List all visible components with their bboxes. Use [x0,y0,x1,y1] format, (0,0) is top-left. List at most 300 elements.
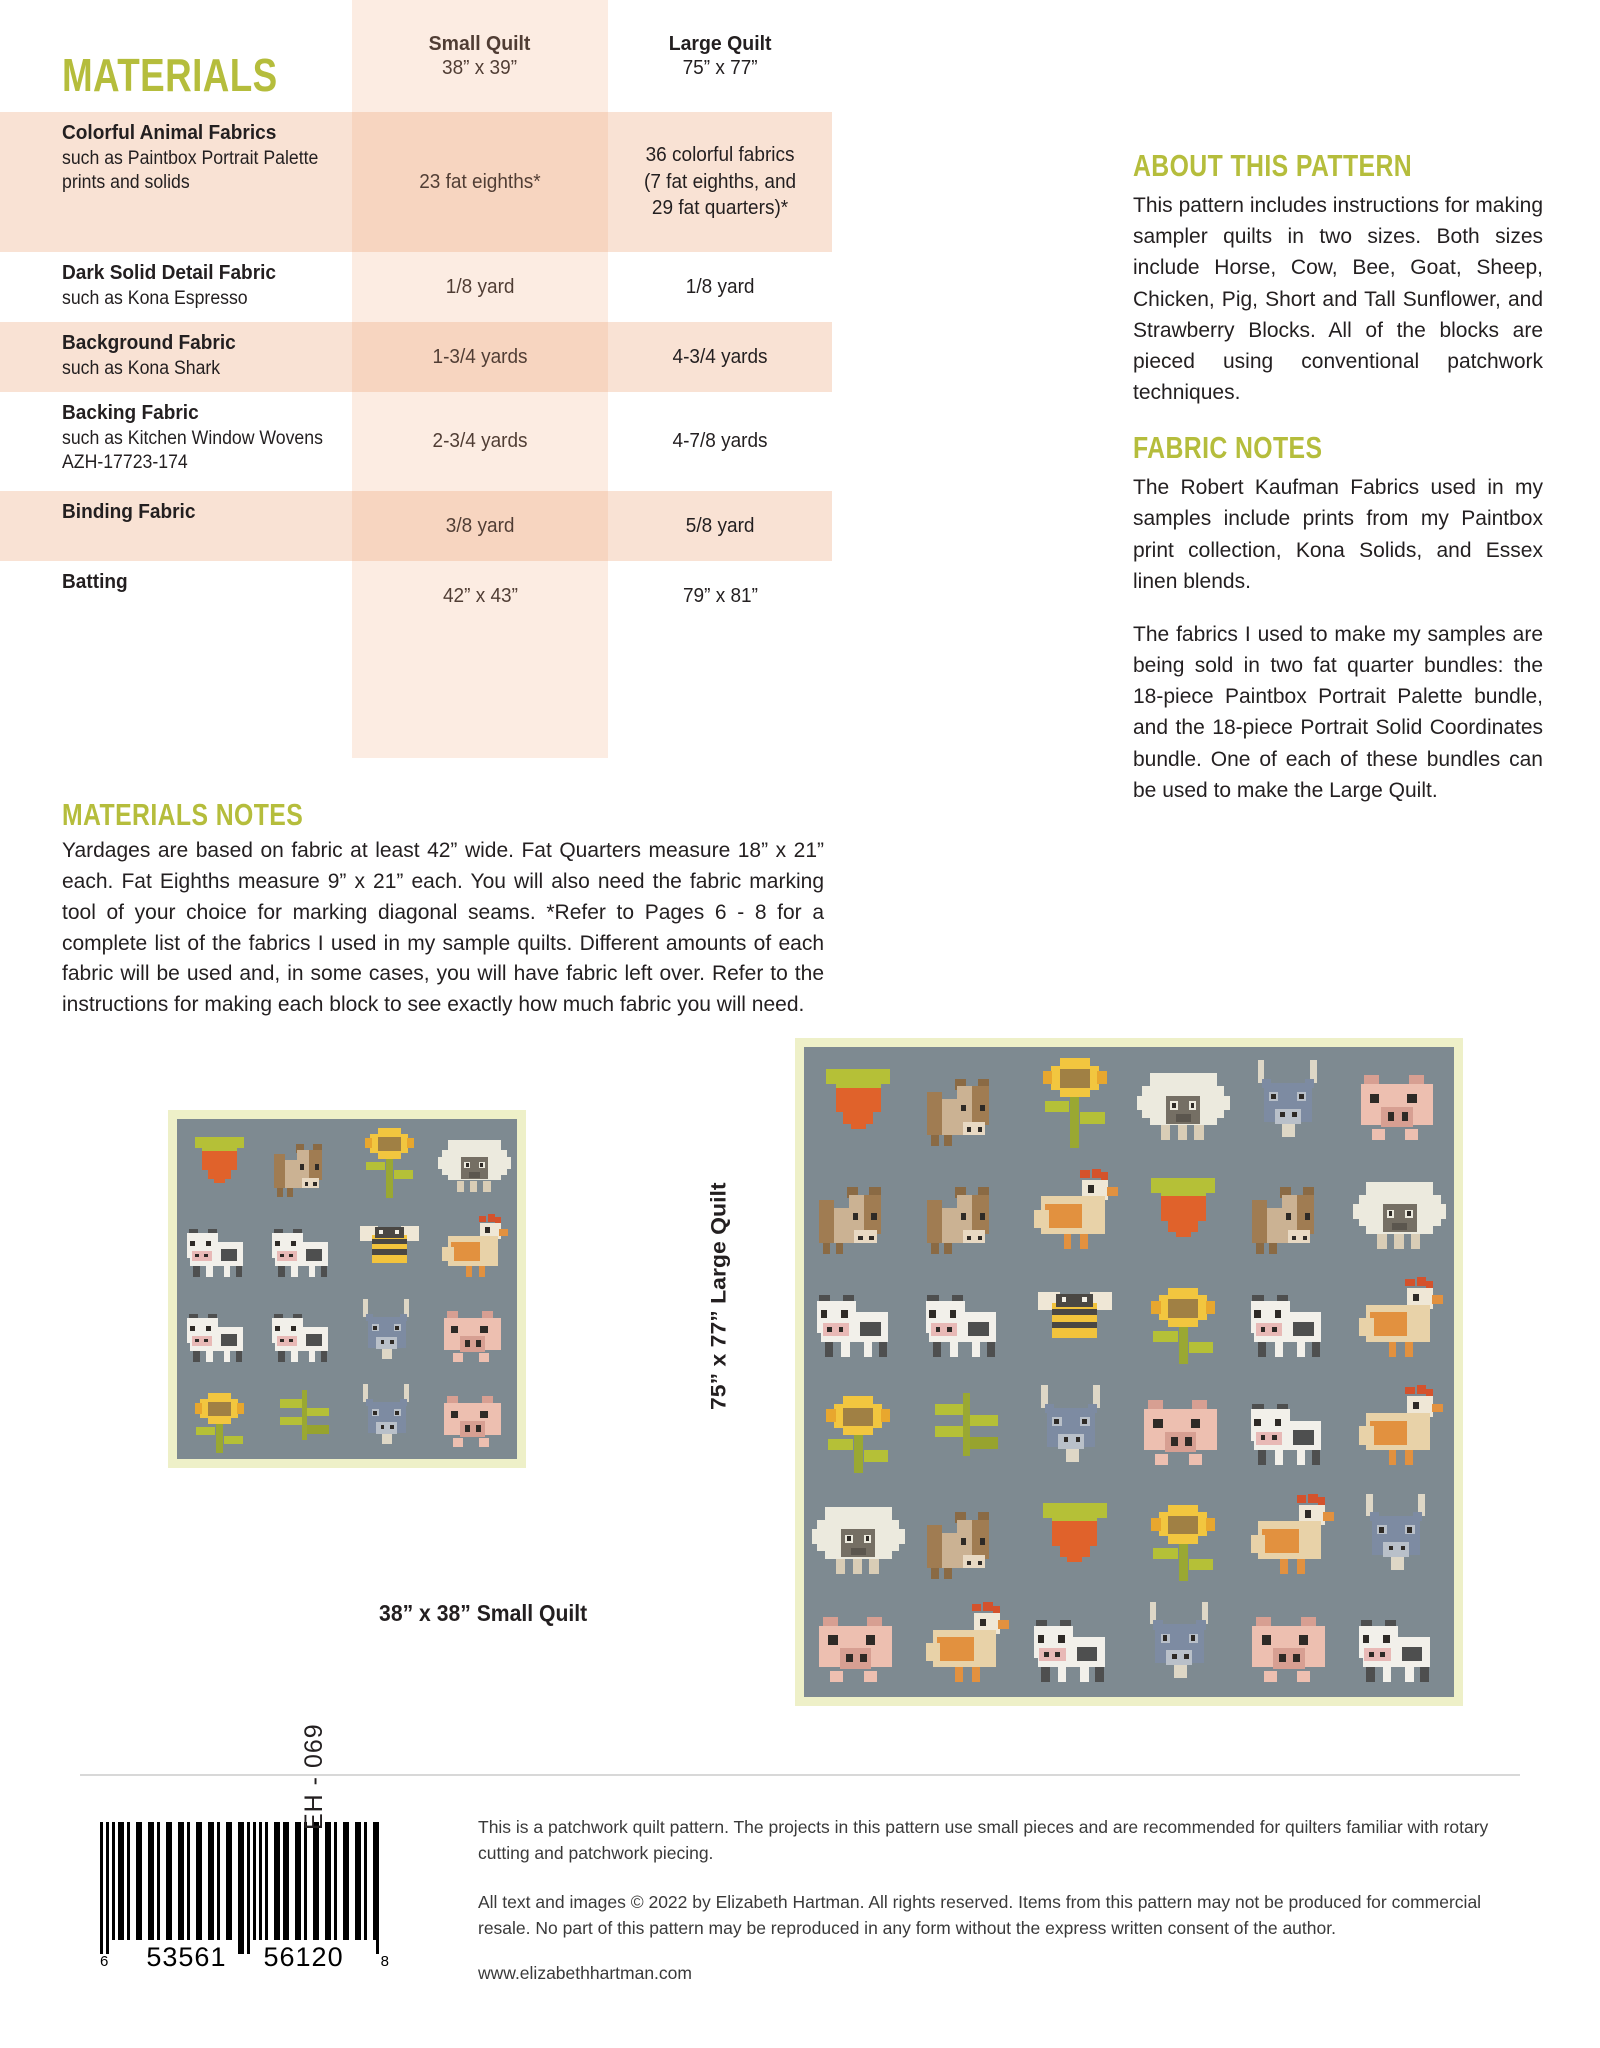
material-name-cell [0,561,352,631]
quilt-patch [466,1266,472,1278]
quilt-patch [828,1439,852,1450]
quilt-patch [1174,1665,1187,1678]
table-row [0,322,832,392]
quilt-patch [1179,1327,1188,1364]
page-title: MATERIALS [62,49,278,101]
quilt-patch [221,1334,237,1346]
quilt-patch [1262,1529,1299,1553]
quilt-patch [1254,1310,1261,1317]
quilt-patch [1432,1295,1443,1303]
quilt-patch [1155,1454,1168,1465]
quilt-patch [860,1654,867,1662]
quilt-patch [1101,1172,1108,1179]
quilt-patch [485,1227,490,1233]
quilt-patch [1058,1667,1066,1682]
right-sidebar [1133,148,1543,828]
quilt-patch [394,1170,413,1179]
quilt-patch [1178,1125,1187,1140]
quilt-patch [1392,1223,1407,1230]
quilt-patch [480,1163,483,1167]
quilt-patch [935,1404,963,1415]
quilt-patch [1297,1342,1305,1357]
quilt-patch [1370,1094,1379,1103]
quilt-patch [365,1138,372,1148]
quilt-patch [390,1340,394,1344]
quilt-patch [1076,1437,1081,1442]
quilt-patch [1297,1559,1304,1574]
table-row [0,112,832,252]
small-quilt-image [168,1110,526,1468]
quilt-patch [1282,1124,1295,1137]
quilt-patch [1052,1309,1097,1316]
quilt-patch [950,1310,957,1317]
material-title: Binding Fabric [62,500,196,523]
large-quilt-image [795,1038,1463,1706]
pattern-sku: EH - 069 [300,1723,328,1830]
quilt-patch [321,1351,328,1363]
quilt-patch [1168,1288,1198,1295]
quilt-patch [836,1088,881,1112]
quilt-patch [1151,1301,1160,1314]
quilt-patch [968,1322,988,1337]
quilt-patch [479,1438,489,1447]
quilt-patch [1389,1450,1396,1465]
fabric-notes-paragraph-1: The Robert Kaufman Fabrics used in my samples include prints from my Paintbox print collection, Kona Solids, and Essex linen blends. [1133,476,1543,593]
quilt-patch [944,1135,951,1146]
quilt-patch [841,1310,848,1317]
table-row [0,491,832,561]
quilt-patch [1275,1310,1282,1317]
quilt-patch [1168,1505,1198,1512]
small-quilt-label: Small Quilt [429,32,531,56]
quilt-patch [1433,1204,1446,1219]
quilt-patch [291,1241,296,1247]
materials-table-body [0,112,832,631]
quilt-patch [1097,1071,1106,1084]
quilt-patch [978,1127,983,1132]
quilt-patch [1323,1512,1334,1520]
quilt-patch [961,1538,967,1545]
material-title: Batting [62,570,128,593]
quilt-patch [1380,1652,1385,1657]
small-quilt-value-cell [352,392,608,491]
quilt-patch [1432,1404,1443,1412]
quilt-patch [280,1254,284,1258]
large-quilt-value-cell [608,322,832,392]
quilt-patch [1194,1125,1203,1140]
quilt-patch [1080,1170,1089,1177]
footer-text [478,1814,1528,1984]
quilt-patch [442,1247,454,1262]
quilt-patch [1407,1094,1416,1103]
quilt-patch [381,1425,385,1429]
quilt-patch [970,1437,998,1448]
quilt-patch [206,1351,213,1363]
small-quilt-value-cell [352,252,608,322]
quilt-patch [1045,1101,1069,1112]
quilt-patch [869,1236,874,1241]
quilt-patch [1153,1331,1177,1342]
quilt-patch [1426,1281,1433,1288]
quilt-patch [1261,1327,1266,1332]
quilt-patch [1034,1210,1049,1229]
quilt-patch [967,1236,972,1241]
quilt-patch [1401,1546,1406,1551]
quilt-patch [1107,1187,1118,1195]
quilt-patch [1312,1450,1320,1465]
quilt-patch [1405,1342,1412,1357]
quilt-patch [998,1620,1009,1628]
quilt-patch [1168,1516,1198,1535]
quilt-patch [1413,1294,1420,1301]
quilt-patch [1292,1112,1297,1117]
quilt-patch [373,1411,377,1415]
large-quilt-value-cell [608,561,832,631]
quilt-patch [972,1342,980,1357]
table-row [0,252,832,322]
quilt-patch [993,1606,1000,1613]
quilt-patch [275,1326,280,1332]
quilt-patch [1293,1322,1313,1337]
quilt-patch [955,1667,962,1682]
quilt-patch [812,1529,825,1544]
quilt-patch [836,1559,845,1574]
quilt-patch [1383,1635,1390,1642]
quilt-patch [841,1342,849,1357]
quilt-patch [1280,1559,1287,1574]
quilt-patch [1359,1426,1374,1445]
quilt-patch [1389,1342,1396,1357]
fabric-notes-paragraph-2: The fabrics I used to make my samples are being sold in two fat quarter bundles: the 18-piece Paintbox Portrait Palette bundle, and the 18-piece Portrait Solid Coordinates bundle. One of each of these bundles can be used to make the Large Quilt. [1133,622,1543,802]
quilt-patch [309,1266,316,1278]
quilt-patch [972,1667,979,1682]
quilt-patch [864,1450,888,1461]
table-header-row [0,0,832,112]
material-name-cell [0,252,352,322]
quilt-patch [275,1241,280,1247]
quilt-patch [221,1249,237,1261]
quilt-patch [236,1266,243,1278]
quilt-patch [469,1172,481,1178]
quilt-patch [1191,1419,1200,1428]
quilt-patch [224,1351,231,1363]
large-quilt-caption: 75” x 77” Large Quilt [706,1182,730,1410]
large-quilt-value: 36 colorful fabrics (7 fat eighths, and 29 fat quarters)* [643,143,797,220]
quilt-patch [1189,1342,1213,1353]
barcode-group-1: 53561 [146,1942,227,1972]
quilt-patch [1379,1527,1384,1533]
quilt-patch [306,1249,322,1261]
quilt-patch [1082,1297,1087,1302]
quilt-patch [1088,1185,1095,1192]
small-quilt-value-cell [352,561,608,631]
quilt-patch [1206,1518,1215,1531]
quilt-patch [1153,1419,1162,1428]
material-name-cell [0,392,352,491]
small-quilt-value-cell [352,112,608,252]
quilt-patch [933,1342,941,1357]
quilt-patch [1272,1327,1277,1332]
large-quilt-value: 1/8 yard [685,275,755,298]
quilt-patch [931,1135,938,1146]
materials-title-cell [0,0,352,112]
quilt-patch [1067,1555,1082,1562]
quilt-patch [1363,1635,1370,1642]
quilt-patch [1062,1297,1067,1302]
quilt-patch [381,1340,385,1344]
quilt-patch [854,1435,863,1472]
quilt-patch [214,1178,226,1184]
quilt-patch [1172,1654,1177,1659]
quilt-patch [823,1243,830,1254]
quilt-patch [237,1403,244,1413]
quilt-patch [1359,1318,1374,1337]
large-quilt-label: Large Quilt [668,32,772,56]
quilt-patch [196,1427,215,1436]
quilt-patch [1080,1667,1088,1682]
quilt-patch [1272,1435,1277,1440]
quilt-patch [1383,1667,1391,1682]
quilt-patch [1080,1112,1104,1123]
quilt-patch [216,1424,223,1453]
quilt-patch [967,1127,972,1132]
quilt-patch [1168,1320,1198,1327]
quilt-patch [278,1351,285,1363]
quilt-patch [453,1353,463,1362]
quilt-patch [291,1351,298,1363]
quilt-patch [978,1236,983,1241]
quilt-patch [1055,1652,1060,1657]
quilt-patch [869,1559,878,1574]
about-this-pattern-heading: ABOUT THIS PATTERN [1133,148,1413,183]
quilt-patch [843,1428,873,1435]
material-name-cell [0,322,352,392]
quilt-patch [386,1159,393,1198]
quilt-patch [931,1568,938,1579]
quilt-patch [1292,1236,1297,1241]
quilt-patch [980,1105,986,1112]
quilt-patch [224,1436,243,1445]
fabric-notes-heading: FABRIC NOTES [1133,430,1323,466]
quilt-patch [1407,1211,1411,1216]
quilt-patch [853,1213,859,1220]
material-subtitle: such as Kona Espresso [62,287,248,309]
quilt-patch [1389,1211,1393,1216]
material-name-cell [0,491,352,561]
quilt-patch [881,1409,890,1422]
quilt-patch [836,1243,843,1254]
small-quilt-dimensions: 38” x 39” [442,57,518,80]
quilt-patch [1411,1234,1420,1249]
quilt-patch [843,1408,873,1427]
quilt-patch [366,1162,385,1171]
quilt-patch [1163,1635,1168,1641]
quilt-patch [190,1326,195,1332]
quilt-patch [1168,1299,1198,1318]
quilt-patch [980,1619,987,1626]
quilt-patch [1060,1090,1090,1097]
quilt-patch [1184,1654,1189,1659]
quilt-patch [1402,1112,1409,1120]
quilt-patch [1303,1236,1308,1241]
quilt-patch [407,1138,414,1148]
quilt-patch [1417,1385,1426,1394]
quilt-patch [1153,1548,1177,1559]
large-quilt-value: 4-7/8 yards [672,430,768,453]
quilt-patch [843,1396,873,1403]
quilt-patch [1038,1635,1045,1642]
column-header-small-quilt [352,0,608,112]
quilt-patch [871,1213,877,1220]
quilt-patch [1405,1129,1418,1140]
quilt-patch [1293,1654,1300,1662]
quilt-patch [1054,1419,1059,1425]
quilt-patch [1045,1204,1082,1228]
quilt-patch [851,1122,866,1129]
quilt-patch [193,1266,200,1278]
quilt-patch [1318,1497,1325,1504]
quilt-patch [1312,1342,1320,1357]
quilt-patch [1405,1387,1414,1394]
small-quilt-caption: 38” x 38” Small Quilt [379,1600,588,1626]
quilt-patch [457,1181,464,1193]
quilt-patch [1258,1342,1266,1357]
quilt-patch [453,1438,463,1447]
large-quilt-value: 4-3/4 yards [672,345,768,368]
material-title: Colorful Animal Fabrics [62,121,277,144]
quilt-patch [970,1415,998,1426]
quilt-patch [1420,1667,1428,1682]
large-quilt-value-cell [608,112,832,252]
quilt-patch [451,1242,480,1261]
quilt-patch [1217,1096,1230,1111]
quilt-patch [1066,1449,1079,1462]
material-name-cell [0,112,352,252]
quilt-patch [224,1266,231,1278]
large-quilt-value-cell [608,392,832,491]
quilt-patch [987,1342,995,1357]
quilt-patch [830,1671,843,1682]
quilt-patch [277,1188,283,1197]
quilt-patch [1353,1204,1366,1219]
quilt-patch [379,1230,383,1234]
quilt-patch [860,1322,880,1337]
quilt-patch [1176,1114,1191,1121]
quilt-patch [821,1310,828,1317]
quilt-patch [395,1230,399,1234]
quilt-patch [864,1671,877,1682]
about-this-pattern-body: This pattern includes instructions for making sampler quilts in two sizes. Both sizes include Horse, Cow, Bee, Goat, Sheep, Chicken, Pig, Short and Tall Sunflower, and Strawberry Blocks. All of the blocks are pieced using conventional patchwork techniques. [1133,194,1543,405]
small-quilt-value-cell [352,491,608,561]
quilt-patch [289,1339,293,1343]
quilt-patch [846,1654,853,1662]
quilt-patch [300,1164,304,1169]
quilt-patch [465,1425,470,1432]
quilt-patch [479,1266,485,1278]
quilt-patch [291,1326,296,1332]
quilt-patch [963,1393,970,1456]
quilt-patch [280,1399,302,1408]
quilt-patch [1389,1546,1394,1551]
quilt-patch [1271,1094,1276,1100]
quilt-patch [483,1181,490,1193]
quilt-patch [206,1241,211,1247]
quilt-patch [1405,1279,1414,1286]
quilt-patch [479,1353,489,1362]
quilt-patch [465,1340,470,1347]
quilt-patch [278,1266,285,1278]
material-subtitle: such as Paintbox Portrait Palette prints and solids [62,147,319,193]
quilt-patch [967,1561,972,1566]
quilt-patch [851,1548,866,1555]
quilt-patch [476,1340,481,1347]
quilt-patch [1151,1518,1160,1531]
quilt-patch [1372,1129,1385,1140]
barcode-digits [100,1942,390,1973]
quilt-patch [204,1339,208,1343]
quilt-patch [306,1334,322,1346]
quilt-patch [950,1342,958,1357]
quilt-patch [382,1349,392,1359]
quilt-patch [1070,1097,1079,1147]
quilt-patch [1206,1301,1215,1314]
footer-divider [80,1774,1520,1776]
quilt-patch [980,1538,986,1545]
quilt-patch [944,1243,951,1254]
quilt-patch [1041,1667,1049,1682]
quilt-patch [1394,1234,1403,1249]
quilt-patch [1417,1277,1426,1286]
quilt-patch [202,1151,237,1170]
quilt-patch [1405,1667,1413,1682]
quilt-patch [1299,1094,1304,1100]
quilt-patch [1370,1421,1407,1445]
barcode-left-digit: 6 [100,1953,110,1970]
quilt-patch [879,1342,887,1357]
quilt-patch [839,1327,844,1332]
quilt-patch [931,1243,938,1254]
quilt-patch [195,1339,199,1343]
quilt-patch [195,1403,202,1413]
quilt-patch [395,1326,399,1330]
quilt-patch [1388,1112,1395,1120]
quilt-patch [827,1327,832,1332]
small-quilt-canvas [177,1119,517,1459]
large-quilt-value: 79” x 81” [682,584,758,607]
quilt-patch [1185,1437,1192,1445]
material-title: Background Fabric [62,331,236,354]
quilt-patch [1269,1243,1276,1254]
website-url[interactable]: www.elizabethhartman.com [478,1963,692,1983]
material-subtitle: such as Kona Shark [62,357,221,379]
quilt-patch [451,1326,458,1333]
quilt-patch [1275,1450,1283,1465]
quilt-patch [206,1326,211,1332]
quilt-patch [373,1326,377,1330]
quilt-patch [1279,1654,1286,1662]
materials-notes-heading: MATERIALS NOTES [62,797,304,832]
material-title: Backing Fabric [62,401,199,424]
quilt-patch [1161,1125,1170,1140]
quilt-patch [1191,1103,1195,1108]
small-quilt-value: 2-3/4 yards [432,430,528,453]
quilt-patch [1189,1559,1213,1570]
small-quilt-value-cell [352,322,608,392]
quilt-patch [1275,1342,1283,1357]
quilt-patch [190,1241,195,1247]
quilt-patch [451,1411,458,1418]
quilt-patch [892,1529,905,1544]
